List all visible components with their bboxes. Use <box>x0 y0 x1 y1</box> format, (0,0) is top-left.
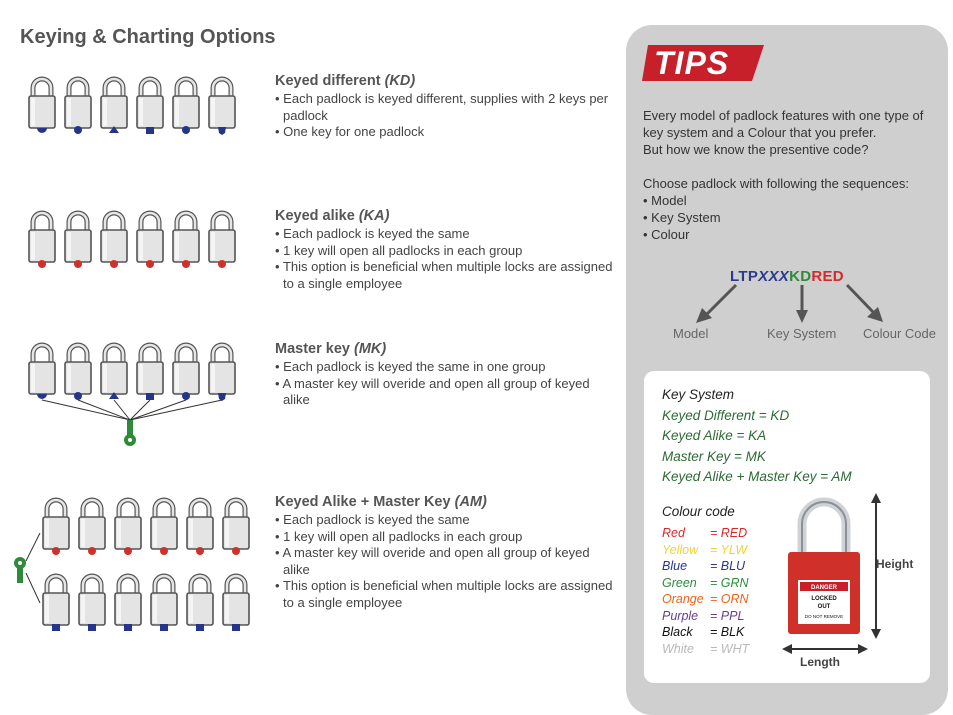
section-kd <box>275 73 615 141</box>
padlock-icon <box>187 500 213 555</box>
code-arrows <box>626 283 948 328</box>
colour-row-blue: Blue = BLU <box>662 559 746 573</box>
padlock-icon <box>151 500 177 555</box>
intro-text: Every model of padlock features with one type of key system and a Colour that you prefer. But how we know the presentive code? Choose padlock with following the sequences: • Model • Key System • Colour <box>643 107 943 243</box>
colour-row-orange: Orange = ORN <box>662 592 749 606</box>
padlock-icon <box>173 79 199 134</box>
sequence-item: • Model <box>643 192 943 209</box>
colour-row-yellow: Yellow = YLW <box>662 542 748 557</box>
colour-row-white: White = WHT <box>662 641 750 656</box>
padlock-icon <box>187 576 213 631</box>
bullet: • Each padlock is keyed the same <box>275 226 615 243</box>
section-ka <box>275 208 615 292</box>
padlock-icon <box>43 500 69 555</box>
padlock-icon <box>137 345 163 400</box>
colour-row-red: Red = RED <box>662 526 748 540</box>
bullet: • A master key will overide and open all group of keyed alike <box>275 545 615 578</box>
sequence-item: • Key System <box>643 209 943 226</box>
padlock-icon <box>223 500 249 555</box>
tips-logo <box>642 43 764 83</box>
padlock-icon <box>29 79 55 133</box>
padlock-icon <box>137 79 163 134</box>
svg-text:OUT: OUT <box>817 604 831 610</box>
padlock-icon <box>209 213 235 268</box>
bullet: • Each padlock is keyed the same <box>275 512 615 529</box>
padlock-icon <box>79 500 105 555</box>
padlock-icon <box>101 213 127 268</box>
bullet: • One key for one padlock <box>275 124 615 141</box>
bullet: • 1 key will open all padlocks in each group <box>275 529 615 546</box>
padlock-icon <box>223 576 249 631</box>
padlock-icon <box>209 345 235 401</box>
padlocks-keyed-different <box>20 74 250 140</box>
colour-row-green: Green = GRN <box>662 575 749 590</box>
key-system-row: Keyed Alike = KA <box>662 428 767 443</box>
height-label: Height <box>876 557 914 571</box>
section-heading: Keyed different (KD) <box>275 73 416 89</box>
label-colour-code: Colour Code <box>863 326 936 341</box>
bullet: • A master key will overide and open all group of keyed alike <box>275 376 615 409</box>
length-label: Length <box>800 655 840 669</box>
section-mk <box>275 341 615 409</box>
key-system-row: Keyed Different = KD <box>662 408 790 423</box>
dimension-arrows <box>774 491 884 659</box>
section-heading: Keyed Alike + Master Key (AM) <box>275 494 487 510</box>
product-code-example: LTPXXXKDRED <box>730 268 844 285</box>
padlock-icon <box>115 576 141 631</box>
padlock-icon <box>173 345 199 400</box>
padlock-icon <box>65 79 91 134</box>
padlock-icon <box>101 79 127 133</box>
info-panel <box>626 25 948 715</box>
padlock-icon <box>65 213 91 268</box>
padlocks-keyed-alike <box>20 208 250 274</box>
key-system-title: Key System <box>662 387 735 402</box>
section-am <box>275 494 615 611</box>
svg-text:DO NOT REMOVE: DO NOT REMOVE <box>804 614 844 619</box>
padlock-icon <box>79 576 105 631</box>
colour-row-black: Black = BLK <box>662 625 745 639</box>
svg-text:LOCKED: LOCKED <box>811 596 837 602</box>
padlock-icon <box>151 576 177 631</box>
key-system-row: Keyed Alike + Master Key = AM <box>662 469 852 484</box>
master-key-icon <box>124 420 136 446</box>
bullet: • This option is beneficial when multiple locks are assigned to a single employee <box>275 578 615 611</box>
master-key-icon <box>14 557 26 583</box>
padlocks-master-key <box>20 342 250 450</box>
svg-text:DANGER: DANGER <box>810 585 838 591</box>
key-system-row: Master Key = MK <box>662 449 766 464</box>
padlock-icon <box>65 345 91 400</box>
label-key-system: Key System <box>767 326 837 341</box>
colour-code-title: Colour code <box>662 504 735 519</box>
bullet: • Each padlock is keyed the same in one group <box>275 359 615 376</box>
padlock-icon <box>101 345 127 399</box>
colour-row-purple: Purple = PPL <box>662 608 745 623</box>
padlock-icon <box>29 345 55 399</box>
padlock-icon <box>115 500 141 555</box>
reference-card <box>644 371 930 683</box>
sequence-item: • Colour <box>643 226 943 243</box>
bullet: • Each padlock is keyed different, supplies with 2 keys per padlock <box>275 91 615 124</box>
svg-text:TIPS: TIPS <box>654 45 730 81</box>
bullet: • This option is beneficial when multiple locks are assigned to a single employee <box>275 259 615 292</box>
padlock-icon <box>173 213 199 268</box>
padlocks-alike-master <box>8 495 258 640</box>
section-heading: Keyed alike (KA) <box>275 208 390 224</box>
bullet: • 1 key will open all padlocks in each group <box>275 243 615 260</box>
padlock-icon <box>43 576 69 631</box>
page-title: Keying & Charting Options <box>20 26 276 48</box>
padlock-icon <box>137 213 163 268</box>
section-heading: Master key (MK) <box>275 341 387 357</box>
padlock-icon <box>209 79 235 135</box>
padlock-icon <box>29 213 55 268</box>
label-model: Model <box>673 326 709 341</box>
